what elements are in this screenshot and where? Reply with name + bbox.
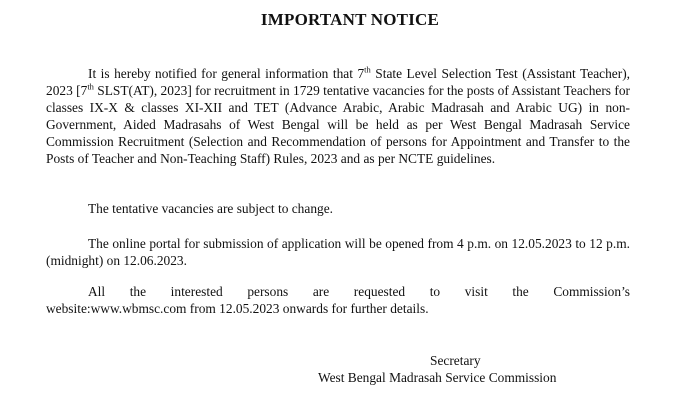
paragraph-text-part-2: State Level Selection Test (Assistant Teacher), 2023 [7 xyxy=(46,66,630,98)
website-paragraph-line-1: All the interested persons are requested to visit the Commission’s xyxy=(88,284,630,299)
notice-paragraph-vacancies: The tentative vacancies are subject to change. xyxy=(88,201,334,216)
paragraph-text-part-1: It is hereby notified for general information that 7 xyxy=(88,66,365,81)
notice-paragraph-website xyxy=(46,283,630,317)
website-paragraph-line-2: website:www.wbmsc.com from 12.05.2023 onwards for further details. xyxy=(46,301,429,316)
ordinal-suffix: th xyxy=(87,81,94,92)
signatory-title: Secretary xyxy=(430,353,481,368)
notice-title: IMPORTANT NOTICE xyxy=(260,10,440,29)
ordinal-suffix: th xyxy=(364,64,371,75)
notice-paragraph-portal-dates: The online portal for submission of application will be opened from 4 p.m. on 12.05.2023 to 12 p.m. (midnight) on 12.06.2023. xyxy=(46,236,630,268)
signatory-organization: West Bengal Madrasah Service Commission xyxy=(318,370,557,385)
notice-paragraph-exam-details xyxy=(46,65,630,167)
paragraph-text-part-3: SLST(AT), 2023] for recruitment in 1729 tentative vacancies for the posts of Assistant Teachers for classes IX-X & classes XI-XII and TET (Advance Arabic, Arabic Madrasah and Arabic UG) in non-Government, Aided Madrasahs of West Bengal will be held as per West Bengal Madrasah Service Commission Recruitment (Selection and Recommendation of persons for Appointment and Transfer to the Posts of Teacher and Non-Teaching Staff) Rules, 2023 and as per NCTE guidelines. xyxy=(46,83,630,166)
signature-block xyxy=(318,352,598,386)
